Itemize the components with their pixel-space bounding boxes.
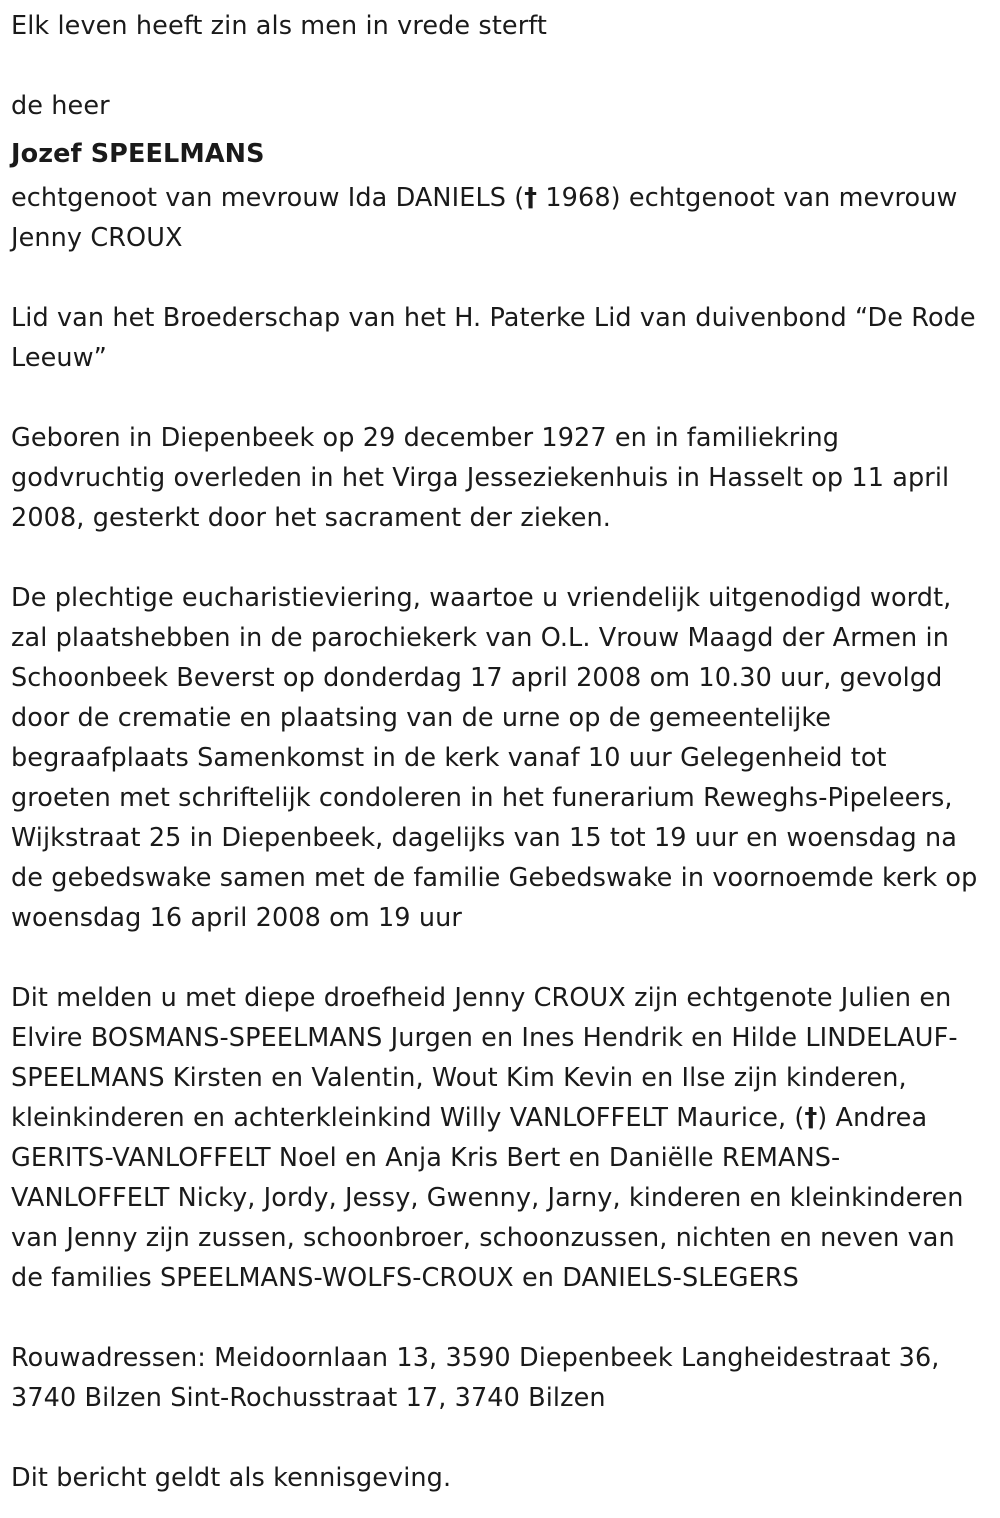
spacer — [11, 938, 991, 978]
deceased-name: Jozef SPEELMANS — [11, 139, 265, 169]
family-paragraph — [11, 978, 991, 1298]
family-prefix: Dit melden u met diepe droefheid Jenny CROUX zijn echtgenote Julien en Elvire BOSMANS-SPEELMANS Jurgen en Ines Hendrik en Hilde LINDELAUF-SPEELMANS Kirsten en Valentin, Wout Kim Kevin en Ilse zijn kinderen, kleinkinderen en achterkleinkind Willy VANLOFFELT Maurice, ( — [11, 983, 958, 1133]
spacer — [11, 1298, 991, 1338]
obituary-notice — [11, 6, 991, 1498]
spacer — [11, 46, 991, 86]
spouse-line — [11, 178, 991, 258]
spouse-prefix: echtgenoot van mevrouw Ida DANIELS ( — [11, 183, 525, 213]
family-suffix: ) Andrea GERITS-VANLOFFELT Noel en Anja Kris Bert en Daniëlle REMANS-VANLOFFELT Nicky, Jordy, Jessy, Gwenny, Jarny, kinderen en kleinkinderen van Jenny zijn zussen, schoonbroer, schoonzussen, nichten en neven van de families SPEELMANS-WOLFS-CROUX en DANIELS-SLEGERS — [11, 1103, 964, 1293]
spacer — [11, 1418, 991, 1458]
spacer — [11, 538, 991, 578]
salutation: de heer — [11, 91, 110, 121]
spacer — [11, 378, 991, 418]
cross-icon: † — [804, 1103, 818, 1133]
ceremony-paragraph: De plechtige eucharistieviering, waartoe u vriendelijk uitgenodigd wordt, zal plaatshebben in de parochiekerk van O.L. Vrouw Maagd der Armen in Schoonbeek Beverst op donderdag 17 april 2008 om 10.30 uur, gevolgd door de crematie en plaatsing van de urne op de gemeentelijke begraafplaats Samenkomst in de kerk vanaf 10 uur Gelegenheid tot groeten met schriftelijk condoleren in het funerarium Reweghs-Pipeleers, Wijkstraat 25 in Diepenbeek, dagelijks van 15 tot 19 uur en woensdag na de gebedswake samen met de familie Gebedswake in voornoemde kerk op woensdag 16 april 2008 om 19 uur — [11, 583, 978, 933]
spacer — [11, 258, 991, 298]
birth-death-paragraph: Geboren in Diepenbeek op 29 december 1927 en in familiekring godvruchtig overleden in het Virga Jesseziekenhuis in Hasselt op 11 april 2008, gesterkt door het sacrament der zieken. — [11, 423, 950, 533]
closing-line: Dit bericht geldt als kennisgeving. — [11, 1463, 452, 1493]
motto: Elk leven heeft zin als men in vrede sterft — [11, 11, 548, 41]
mourning-addresses: Rouwadressen: Meidoornlaan 13, 3590 Diepenbeek Langheidestraat 36, 3740 Bilzen Sint-Rochusstraat 17, 3740 Bilzen — [11, 1343, 940, 1413]
memberships: Lid van het Broederschap van het H. Paterke Lid van duivenbond “De Rode Leeuw” — [11, 303, 976, 373]
spouse-suffix: 1968) echtgenoot van mevrouw Jenny CROUX — [11, 183, 958, 253]
cross-icon: † — [524, 183, 538, 213]
